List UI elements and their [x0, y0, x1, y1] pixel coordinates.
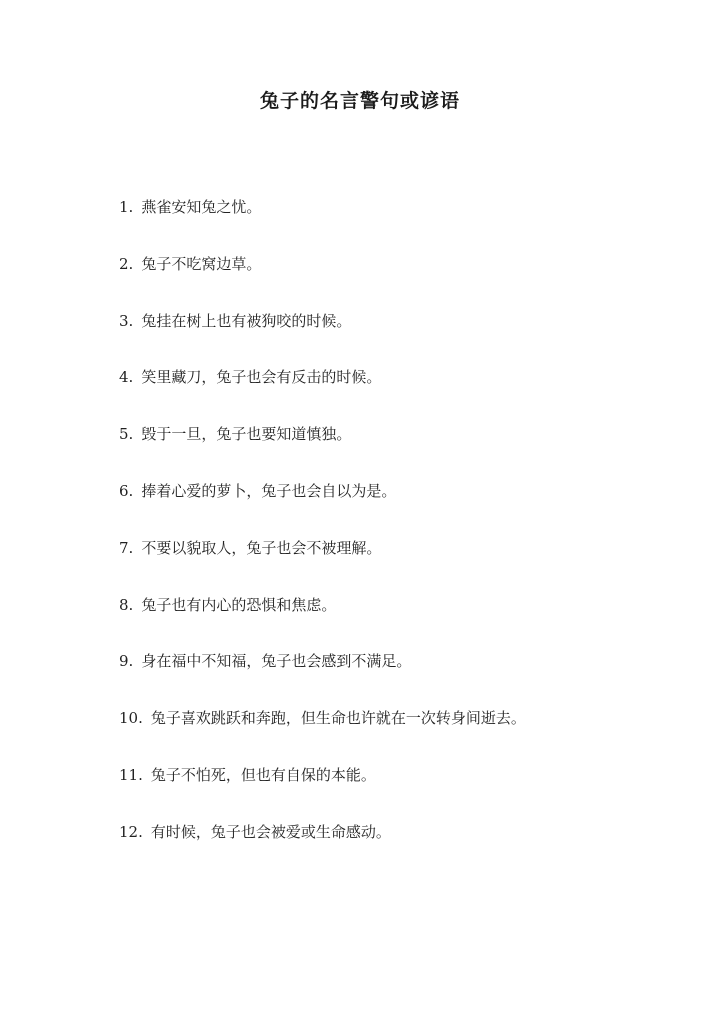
item-number: 7.	[119, 538, 134, 557]
item-number: 1.	[119, 198, 134, 216]
item-number: 12.	[119, 822, 143, 841]
item-number: 8.	[119, 595, 134, 614]
item-number: 5.	[119, 425, 134, 444]
item-text: 兔子也有内心的恐惧和焦虑。	[141, 595, 337, 614]
quote-list	[119, 197, 679, 879]
item-text: 身在福中不知福，兔子也会感到不满足。	[141, 652, 412, 671]
list-item	[119, 765, 679, 822]
item-number: 6.	[119, 481, 134, 500]
item-number: 3.	[119, 311, 134, 330]
list-item	[119, 197, 679, 254]
item-text: 笑里藏刀，兔子也会有反击的时候。	[141, 368, 382, 387]
list-item	[119, 481, 679, 538]
item-number: 9.	[119, 652, 134, 671]
page-title: 兔子的名言警句或谚语	[259, 90, 460, 112]
list-item	[119, 367, 679, 424]
item-text: 毁于一旦，兔子也要知道慎独。	[141, 425, 352, 444]
item-text: 捧着心爱的萝卜，兔子也会自以为是。	[141, 481, 397, 500]
list-item	[119, 651, 679, 708]
item-text: 兔挂在树上也有被狗咬的时候。	[141, 311, 352, 330]
item-number: 10.	[119, 709, 143, 728]
list-item	[119, 254, 679, 311]
item-text: 兔子不怕死，但也有自保的本能。	[150, 765, 376, 784]
item-text: 有时候，兔子也会被爱或生命感动。	[150, 822, 391, 841]
item-text: 燕雀安知兔之忧。	[141, 198, 262, 216]
list-item	[119, 538, 679, 595]
list-item	[119, 311, 679, 368]
item-number: 11.	[119, 765, 143, 784]
item-text: 兔子喜欢跳跃和奔跑，但生命也许就在一次转身间逝去。	[150, 709, 526, 728]
list-item	[119, 822, 679, 879]
item-text: 兔子不吃窝边草。	[141, 254, 262, 273]
item-text: 不要以貌取人，兔子也会不被理解。	[141, 538, 382, 557]
item-number: 2.	[119, 254, 134, 273]
list-item	[119, 708, 679, 765]
item-number: 4.	[119, 368, 134, 387]
list-item	[119, 595, 679, 652]
list-item	[119, 424, 679, 481]
